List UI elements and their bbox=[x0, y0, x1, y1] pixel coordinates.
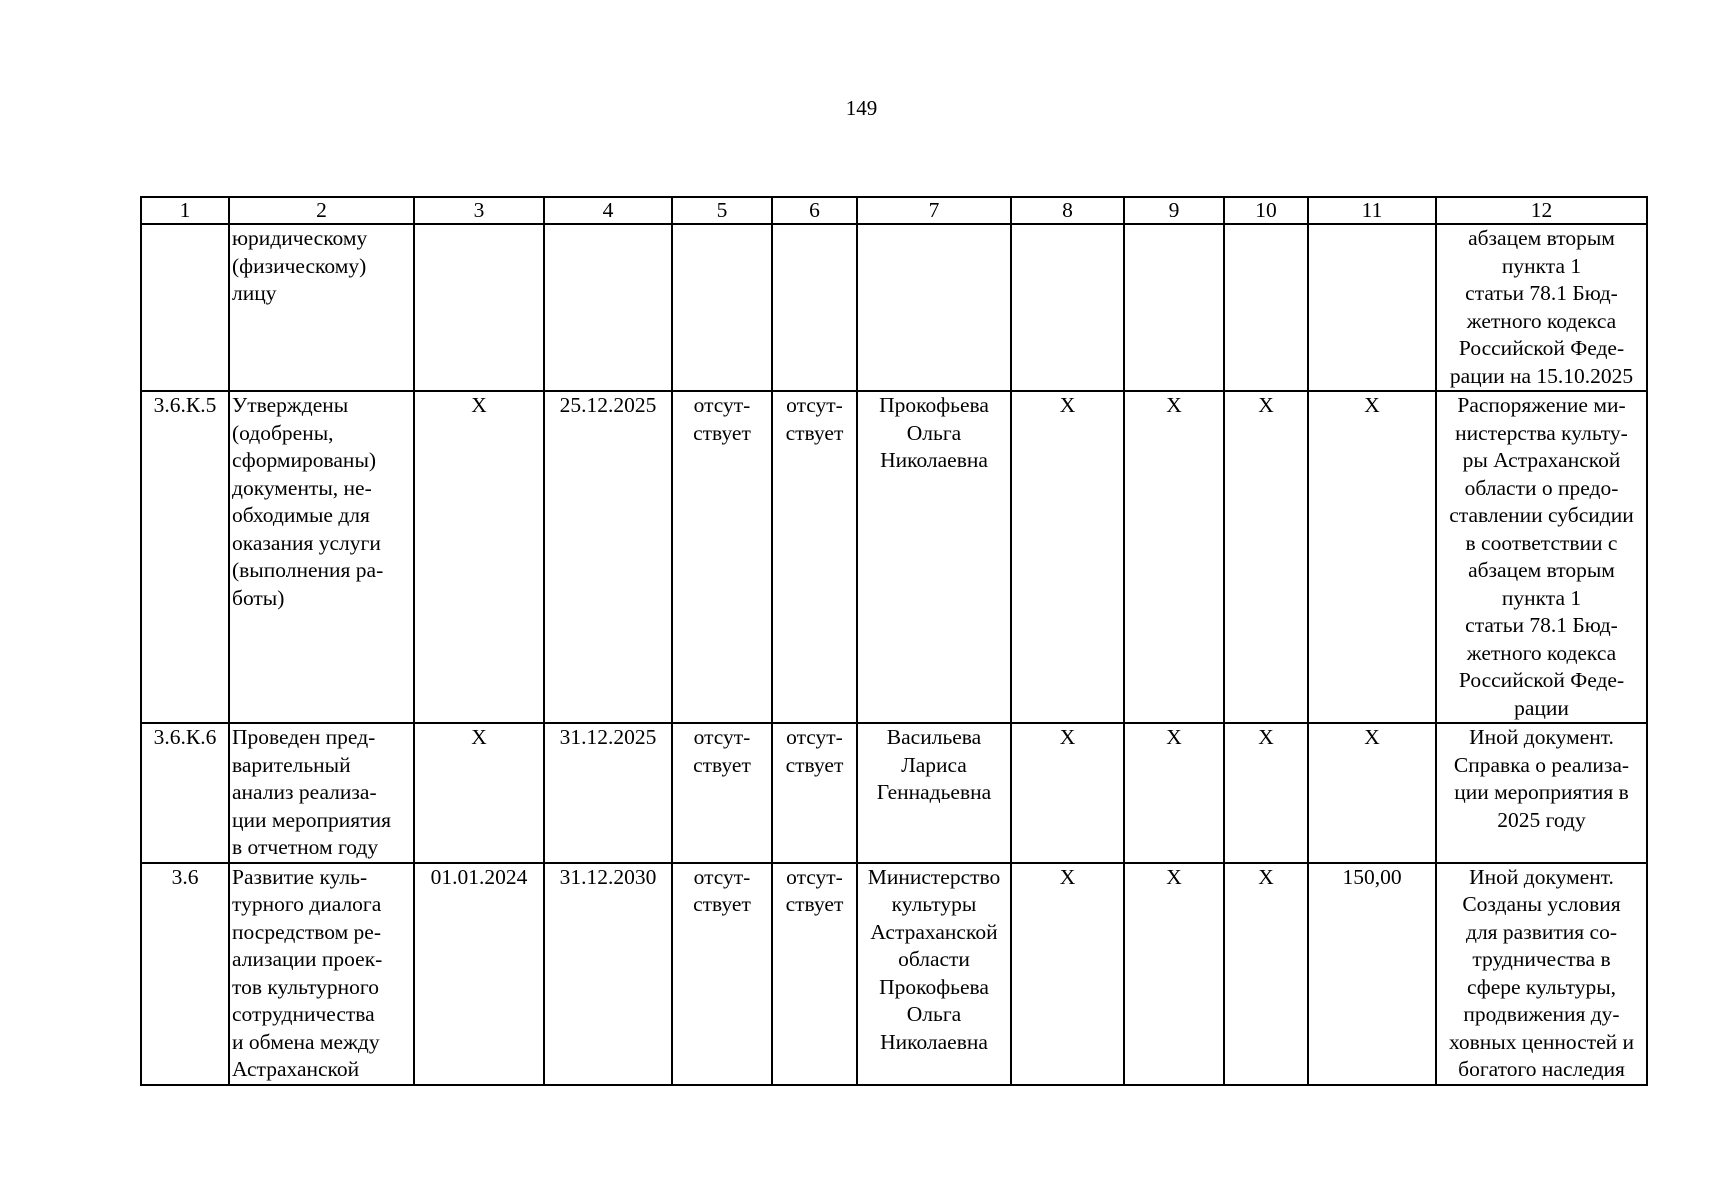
table-cell bbox=[1308, 224, 1436, 391]
table-cell bbox=[1224, 224, 1308, 391]
column-header: 3 bbox=[414, 197, 544, 224]
table-cell: X bbox=[1224, 391, 1308, 723]
table-cell: Министерство культуры Астраханской области Прокофьева Ольга Николаевна bbox=[857, 863, 1011, 1085]
table-cell: отсут- ствует bbox=[672, 723, 772, 863]
table-cell-name: Проведен пред- варительный анализ реализа- ции мероприятия в отчетном году bbox=[229, 723, 414, 863]
table-cell-document: Иной документ. Созданы условия для развития со- трудничества в сфере культуры, продвижения ду- ховных ценностей и богатого наследия bbox=[1436, 863, 1647, 1085]
column-header: 1 bbox=[141, 197, 229, 224]
table-cell bbox=[857, 224, 1011, 391]
table-cell: отсут- ствует bbox=[772, 391, 857, 723]
table-cell: отсут- ствует bbox=[772, 723, 857, 863]
table-cell-name: юридическому (физическому) лицу bbox=[229, 224, 414, 391]
column-header: 2 bbox=[229, 197, 414, 224]
table-cell bbox=[1124, 224, 1224, 391]
table-cell-number: 3.6 bbox=[141, 863, 229, 1085]
column-header: 10 bbox=[1224, 197, 1308, 224]
table-cell: отсут- ствует bbox=[672, 863, 772, 1085]
table-cell: 31.12.2025 bbox=[544, 723, 672, 863]
table-cell-number bbox=[141, 224, 229, 391]
column-header: 12 bbox=[1436, 197, 1647, 224]
column-header: 6 bbox=[772, 197, 857, 224]
table-row bbox=[141, 224, 1647, 391]
table-row bbox=[141, 391, 1647, 723]
table-cell-document: абзацем вторым пункта 1 статьи 78.1 Бюд- жетного кодекса Российской Феде- рации на 15.10.2025 bbox=[1436, 224, 1647, 391]
column-header: 11 bbox=[1308, 197, 1436, 224]
table-cell bbox=[414, 224, 544, 391]
column-header: 5 bbox=[672, 197, 772, 224]
table-cell: 31.12.2030 bbox=[544, 863, 672, 1085]
table-cell: X bbox=[414, 391, 544, 723]
table-cell: 150,00 bbox=[1308, 863, 1436, 1085]
table-cell: отсут- ствует bbox=[672, 391, 772, 723]
column-header: 8 bbox=[1011, 197, 1124, 224]
table-cell-number: 3.6.К.6 bbox=[141, 723, 229, 863]
table-cell: 01.01.2024 bbox=[414, 863, 544, 1085]
table-cell-document: Распоряжение ми- нистерства культу- ры Астраханской области о предо- ставлении субсидии в соответствии с абзацем вторым пункта 1 статьи 78.1 Бюд- жетного кодекса Российской Феде- рации bbox=[1436, 391, 1647, 723]
table-cell: X bbox=[1124, 391, 1224, 723]
table-cell: X bbox=[1011, 723, 1124, 863]
column-header: 4 bbox=[544, 197, 672, 224]
table-cell: X bbox=[1124, 723, 1224, 863]
table-row bbox=[141, 723, 1647, 863]
table-cell bbox=[1011, 224, 1124, 391]
table-cell: X bbox=[1011, 863, 1124, 1085]
table-cell: 25.12.2025 bbox=[544, 391, 672, 723]
table-cell-number: 3.6.К.5 bbox=[141, 391, 229, 723]
table-cell-name: Утверждены (одобрены, сформированы) документы, не- обходимые для оказания услуги (выполнения ра- боты) bbox=[229, 391, 414, 723]
table-cell: Прокофьева Ольга Николаевна bbox=[857, 391, 1011, 723]
table-cell bbox=[672, 224, 772, 391]
table-cell bbox=[772, 224, 857, 391]
column-header: 7 bbox=[857, 197, 1011, 224]
table-cell: X bbox=[414, 723, 544, 863]
table-cell: X bbox=[1224, 723, 1308, 863]
table-cell bbox=[544, 224, 672, 391]
page-number: 149 bbox=[845, 96, 878, 120]
table-cell: отсут- ствует bbox=[772, 863, 857, 1085]
table-cell: Васильева Лариса Геннадьевна bbox=[857, 723, 1011, 863]
table-header-row bbox=[141, 197, 1647, 224]
table-cell: X bbox=[1011, 391, 1124, 723]
table-cell: X bbox=[1308, 723, 1436, 863]
table-cell: X bbox=[1308, 391, 1436, 723]
table-cell: X bbox=[1124, 863, 1224, 1085]
table-cell-name: Развитие куль- турного диалога посредством ре- ализации проек- тов культурного сотрудничества и обмена между Астраханской bbox=[229, 863, 414, 1085]
table-cell-document: Иной документ. Справка о реализа- ции мероприятия в 2025 году bbox=[1436, 723, 1647, 863]
table-row bbox=[141, 863, 1647, 1085]
column-header: 9 bbox=[1124, 197, 1224, 224]
table-cell: X bbox=[1224, 863, 1308, 1085]
data-table bbox=[140, 196, 1648, 1086]
